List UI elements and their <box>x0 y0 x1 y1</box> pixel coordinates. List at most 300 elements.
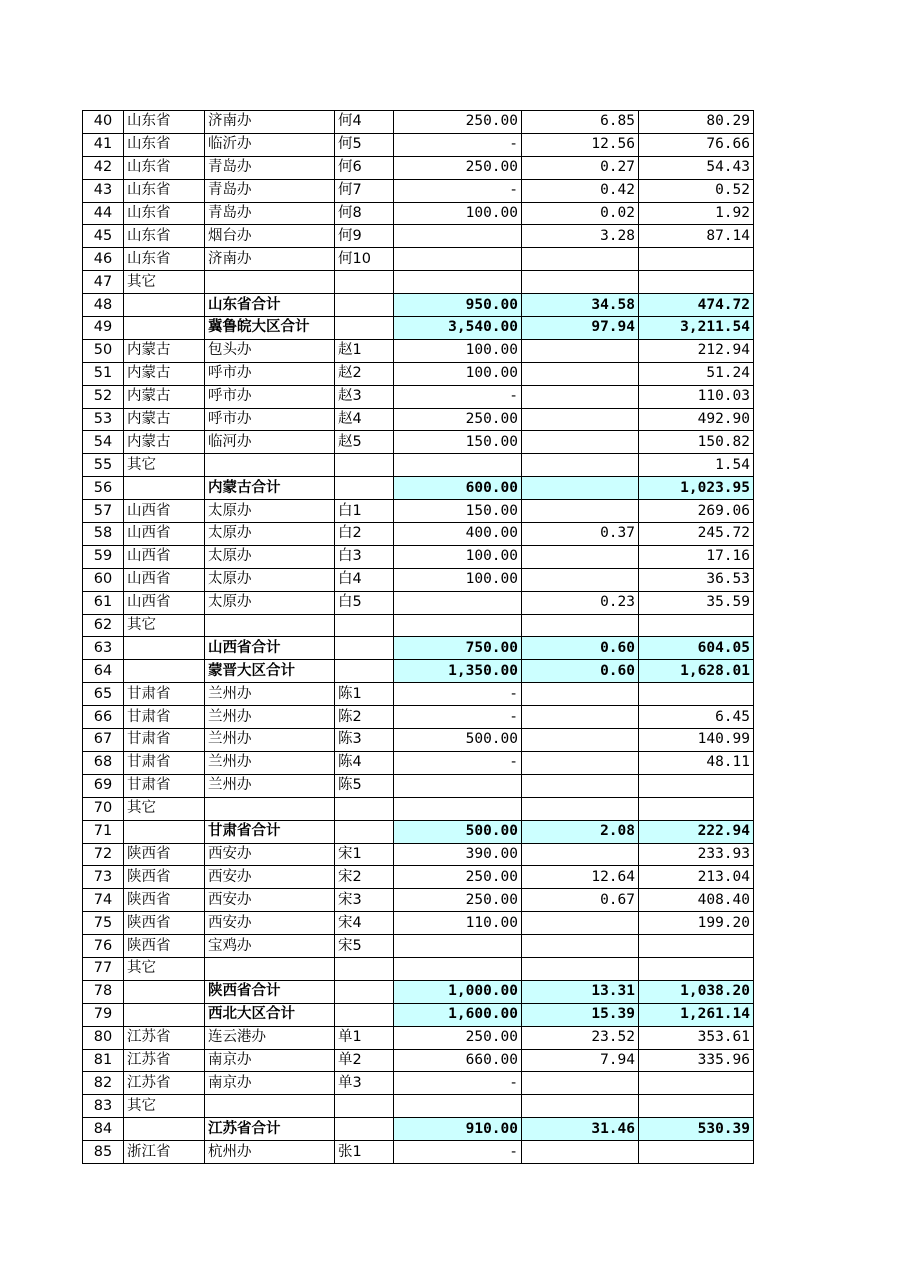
office-cell[interactable] <box>205 454 335 477</box>
value-c-cell[interactable] <box>639 1141 754 1164</box>
value-b-cell[interactable] <box>522 614 639 637</box>
amount-cell[interactable]: 250.00 <box>394 889 522 912</box>
row-number-cell[interactable]: 45 <box>83 225 124 248</box>
row-number-cell[interactable]: 51 <box>83 362 124 385</box>
amount-cell[interactable]: 110.00 <box>394 912 522 935</box>
value-c-cell[interactable]: 6.45 <box>639 706 754 729</box>
row-number-cell[interactable]: 81 <box>83 1049 124 1072</box>
person-cell[interactable] <box>335 271 394 294</box>
value-b-cell[interactable]: 0.67 <box>522 889 639 912</box>
province-cell[interactable]: 其它 <box>124 797 205 820</box>
value-b-cell[interactable]: 31.46 <box>522 1118 639 1141</box>
value-c-cell[interactable]: 35.59 <box>639 591 754 614</box>
amount-cell[interactable] <box>394 248 522 271</box>
row-number-cell[interactable]: 62 <box>83 614 124 637</box>
office-cell[interactable]: 连云港办 <box>205 1026 335 1049</box>
amount-cell[interactable]: - <box>394 1141 522 1164</box>
province-cell[interactable] <box>124 660 205 683</box>
office-cell[interactable]: 兰州办 <box>205 751 335 774</box>
office-cell[interactable]: 太原办 <box>205 545 335 568</box>
office-cell[interactable] <box>205 957 335 980</box>
value-c-cell[interactable]: 213.04 <box>639 866 754 889</box>
value-c-cell[interactable]: 150.82 <box>639 431 754 454</box>
amount-cell[interactable]: 600.00 <box>394 477 522 500</box>
amount-cell[interactable] <box>394 774 522 797</box>
amount-cell[interactable]: - <box>394 706 522 729</box>
office-cell[interactable]: 太原办 <box>205 500 335 523</box>
person-cell[interactable]: 何6 <box>335 156 394 179</box>
person-cell[interactable]: 陈1 <box>335 683 394 706</box>
amount-cell[interactable] <box>394 614 522 637</box>
person-cell[interactable]: 宋4 <box>335 912 394 935</box>
row-number-cell[interactable]: 66 <box>83 706 124 729</box>
value-b-cell[interactable] <box>522 706 639 729</box>
amount-cell[interactable]: - <box>394 179 522 202</box>
row-number-cell[interactable]: 40 <box>83 111 124 134</box>
person-cell[interactable]: 单3 <box>335 1072 394 1095</box>
person-cell[interactable]: 单1 <box>335 1026 394 1049</box>
office-cell[interactable]: 兰州办 <box>205 729 335 752</box>
amount-cell[interactable]: 250.00 <box>394 866 522 889</box>
person-cell[interactable]: 白5 <box>335 591 394 614</box>
value-c-cell[interactable]: 1,023.95 <box>639 477 754 500</box>
row-number-cell[interactable]: 52 <box>83 385 124 408</box>
person-cell[interactable] <box>335 660 394 683</box>
person-cell[interactable] <box>335 454 394 477</box>
amount-cell[interactable]: - <box>394 683 522 706</box>
province-cell[interactable]: 其它 <box>124 614 205 637</box>
amount-cell[interactable]: - <box>394 133 522 156</box>
value-c-cell[interactable]: 51.24 <box>639 362 754 385</box>
province-cell[interactable]: 陕西省 <box>124 889 205 912</box>
person-cell[interactable]: 何10 <box>335 248 394 271</box>
province-cell[interactable] <box>124 317 205 340</box>
amount-cell[interactable]: 100.00 <box>394 339 522 362</box>
amount-cell[interactable]: 250.00 <box>394 156 522 179</box>
person-cell[interactable]: 陈2 <box>335 706 394 729</box>
person-cell[interactable]: 赵1 <box>335 339 394 362</box>
value-b-cell[interactable] <box>522 545 639 568</box>
value-b-cell[interactable]: 0.27 <box>522 156 639 179</box>
office-cell[interactable]: 兰州办 <box>205 774 335 797</box>
office-cell[interactable]: 宝鸡办 <box>205 935 335 958</box>
amount-cell[interactable] <box>394 935 522 958</box>
amount-cell[interactable] <box>394 225 522 248</box>
value-c-cell[interactable] <box>639 957 754 980</box>
amount-cell[interactable]: 3,540.00 <box>394 317 522 340</box>
row-number-cell[interactable]: 68 <box>83 751 124 774</box>
province-cell[interactable]: 甘肃省 <box>124 729 205 752</box>
province-cell[interactable]: 山东省 <box>124 248 205 271</box>
office-cell[interactable]: 太原办 <box>205 591 335 614</box>
value-b-cell[interactable]: 23.52 <box>522 1026 639 1049</box>
office-cell[interactable]: 济南办 <box>205 111 335 134</box>
value-c-cell[interactable]: 48.11 <box>639 751 754 774</box>
row-number-cell[interactable]: 80 <box>83 1026 124 1049</box>
amount-cell[interactable]: 390.00 <box>394 843 522 866</box>
value-c-cell[interactable] <box>639 683 754 706</box>
value-c-cell[interactable] <box>639 774 754 797</box>
province-cell[interactable]: 江苏省 <box>124 1072 205 1095</box>
person-cell[interactable] <box>335 957 394 980</box>
province-cell[interactable]: 陕西省 <box>124 843 205 866</box>
row-number-cell[interactable]: 53 <box>83 408 124 431</box>
office-cell[interactable]: 兰州办 <box>205 706 335 729</box>
value-b-cell[interactable] <box>522 935 639 958</box>
office-cell[interactable]: 西安办 <box>205 843 335 866</box>
row-number-cell[interactable]: 82 <box>83 1072 124 1095</box>
value-b-cell[interactable]: 15.39 <box>522 1003 639 1026</box>
row-number-cell[interactable]: 85 <box>83 1141 124 1164</box>
province-cell[interactable]: 内蒙古 <box>124 385 205 408</box>
office-cell[interactable]: 江苏省合计 <box>205 1118 335 1141</box>
value-b-cell[interactable] <box>522 248 639 271</box>
province-cell[interactable]: 山西省 <box>124 500 205 523</box>
value-c-cell[interactable]: 0.52 <box>639 179 754 202</box>
amount-cell[interactable]: 100.00 <box>394 545 522 568</box>
row-number-cell[interactable]: 63 <box>83 637 124 660</box>
row-number-cell[interactable]: 69 <box>83 774 124 797</box>
row-number-cell[interactable]: 76 <box>83 935 124 958</box>
province-cell[interactable]: 内蒙古 <box>124 408 205 431</box>
office-cell[interactable] <box>205 271 335 294</box>
value-c-cell[interactable]: 17.16 <box>639 545 754 568</box>
province-cell[interactable]: 内蒙古 <box>124 431 205 454</box>
value-c-cell[interactable]: 222.94 <box>639 820 754 843</box>
person-cell[interactable] <box>335 1003 394 1026</box>
row-number-cell[interactable]: 79 <box>83 1003 124 1026</box>
value-b-cell[interactable] <box>522 774 639 797</box>
office-cell[interactable]: 呼市办 <box>205 362 335 385</box>
person-cell[interactable]: 白1 <box>335 500 394 523</box>
value-b-cell[interactable]: 34.58 <box>522 294 639 317</box>
amount-cell[interactable]: 910.00 <box>394 1118 522 1141</box>
province-cell[interactable] <box>124 1118 205 1141</box>
amount-cell[interactable]: 1,000.00 <box>394 980 522 1003</box>
value-b-cell[interactable]: 2.08 <box>522 820 639 843</box>
value-c-cell[interactable] <box>639 1072 754 1095</box>
province-cell[interactable]: 内蒙古 <box>124 362 205 385</box>
value-b-cell[interactable] <box>522 912 639 935</box>
office-cell[interactable]: 西安办 <box>205 889 335 912</box>
province-cell[interactable] <box>124 980 205 1003</box>
province-cell[interactable]: 其它 <box>124 957 205 980</box>
value-c-cell[interactable]: 474.72 <box>639 294 754 317</box>
province-cell[interactable]: 江苏省 <box>124 1049 205 1072</box>
province-cell[interactable]: 山西省 <box>124 523 205 546</box>
value-b-cell[interactable] <box>522 729 639 752</box>
value-c-cell[interactable]: 76.66 <box>639 133 754 156</box>
amount-cell[interactable] <box>394 957 522 980</box>
office-cell[interactable]: 西安办 <box>205 866 335 889</box>
province-cell[interactable]: 山西省 <box>124 591 205 614</box>
amount-cell[interactable]: 250.00 <box>394 111 522 134</box>
value-c-cell[interactable]: 36.53 <box>639 568 754 591</box>
office-cell[interactable]: 蒙晋大区合计 <box>205 660 335 683</box>
value-b-cell[interactable] <box>522 454 639 477</box>
amount-cell[interactable]: - <box>394 751 522 774</box>
amount-cell[interactable]: 150.00 <box>394 431 522 454</box>
value-c-cell[interactable]: 353.61 <box>639 1026 754 1049</box>
value-c-cell[interactable] <box>639 1095 754 1118</box>
person-cell[interactable]: 宋1 <box>335 843 394 866</box>
amount-cell[interactable]: 250.00 <box>394 408 522 431</box>
amount-cell[interactable]: 500.00 <box>394 729 522 752</box>
value-b-cell[interactable]: 3.28 <box>522 225 639 248</box>
value-b-cell[interactable] <box>522 1095 639 1118</box>
value-c-cell[interactable]: 233.93 <box>639 843 754 866</box>
person-cell[interactable]: 白4 <box>335 568 394 591</box>
person-cell[interactable]: 赵4 <box>335 408 394 431</box>
value-c-cell[interactable]: 1,261.14 <box>639 1003 754 1026</box>
row-number-cell[interactable]: 77 <box>83 957 124 980</box>
row-number-cell[interactable]: 49 <box>83 317 124 340</box>
province-cell[interactable] <box>124 294 205 317</box>
person-cell[interactable]: 何5 <box>335 133 394 156</box>
office-cell[interactable]: 甘肃省合计 <box>205 820 335 843</box>
amount-cell[interactable]: 100.00 <box>394 568 522 591</box>
province-cell[interactable]: 浙江省 <box>124 1141 205 1164</box>
office-cell[interactable]: 陕西省合计 <box>205 980 335 1003</box>
row-number-cell[interactable]: 61 <box>83 591 124 614</box>
value-b-cell[interactable] <box>522 568 639 591</box>
amount-cell[interactable]: 660.00 <box>394 1049 522 1072</box>
office-cell[interactable]: 呼市办 <box>205 385 335 408</box>
amount-cell[interactable] <box>394 454 522 477</box>
value-b-cell[interactable]: 12.64 <box>522 866 639 889</box>
value-b-cell[interactable] <box>522 797 639 820</box>
value-c-cell[interactable]: 1.54 <box>639 454 754 477</box>
office-cell[interactable]: 南京办 <box>205 1072 335 1095</box>
province-cell[interactable]: 山西省 <box>124 568 205 591</box>
office-cell[interactable]: 青岛办 <box>205 179 335 202</box>
amount-cell[interactable] <box>394 271 522 294</box>
value-b-cell[interactable] <box>522 957 639 980</box>
office-cell[interactable]: 呼市办 <box>205 408 335 431</box>
province-cell[interactable]: 山东省 <box>124 179 205 202</box>
value-b-cell[interactable] <box>522 1072 639 1095</box>
province-cell[interactable]: 其它 <box>124 1095 205 1118</box>
value-c-cell[interactable]: 199.20 <box>639 912 754 935</box>
province-cell[interactable] <box>124 820 205 843</box>
province-cell[interactable]: 山东省 <box>124 202 205 225</box>
person-cell[interactable]: 宋3 <box>335 889 394 912</box>
value-c-cell[interactable]: 492.90 <box>639 408 754 431</box>
row-number-cell[interactable]: 43 <box>83 179 124 202</box>
amount-cell[interactable]: 1,350.00 <box>394 660 522 683</box>
value-c-cell[interactable]: 335.96 <box>639 1049 754 1072</box>
value-c-cell[interactable]: 110.03 <box>639 385 754 408</box>
amount-cell[interactable]: 100.00 <box>394 362 522 385</box>
person-cell[interactable]: 赵3 <box>335 385 394 408</box>
person-cell[interactable]: 何7 <box>335 179 394 202</box>
amount-cell[interactable] <box>394 591 522 614</box>
person-cell[interactable]: 宋5 <box>335 935 394 958</box>
office-cell[interactable]: 内蒙古合计 <box>205 477 335 500</box>
person-cell[interactable] <box>335 1118 394 1141</box>
province-cell[interactable]: 山东省 <box>124 133 205 156</box>
person-cell[interactable] <box>335 477 394 500</box>
value-b-cell[interactable]: 6.85 <box>522 111 639 134</box>
row-number-cell[interactable]: 46 <box>83 248 124 271</box>
person-cell[interactable] <box>335 317 394 340</box>
row-number-cell[interactable]: 83 <box>83 1095 124 1118</box>
person-cell[interactable]: 陈3 <box>335 729 394 752</box>
person-cell[interactable] <box>335 614 394 637</box>
value-c-cell[interactable]: 604.05 <box>639 637 754 660</box>
value-b-cell[interactable]: 12.56 <box>522 133 639 156</box>
office-cell[interactable] <box>205 614 335 637</box>
value-b-cell[interactable]: 7.94 <box>522 1049 639 1072</box>
row-number-cell[interactable]: 57 <box>83 500 124 523</box>
value-b-cell[interactable]: 0.37 <box>522 523 639 546</box>
value-b-cell[interactable]: 0.42 <box>522 179 639 202</box>
province-cell[interactable]: 山东省 <box>124 156 205 179</box>
office-cell[interactable]: 青岛办 <box>205 202 335 225</box>
row-number-cell[interactable]: 42 <box>83 156 124 179</box>
province-cell[interactable]: 内蒙古 <box>124 339 205 362</box>
amount-cell[interactable] <box>394 797 522 820</box>
value-b-cell[interactable]: 13.31 <box>522 980 639 1003</box>
amount-cell[interactable]: 750.00 <box>394 637 522 660</box>
value-b-cell[interactable] <box>522 339 639 362</box>
office-cell[interactable]: 济南办 <box>205 248 335 271</box>
row-number-cell[interactable]: 55 <box>83 454 124 477</box>
value-c-cell[interactable]: 212.94 <box>639 339 754 362</box>
person-cell[interactable] <box>335 980 394 1003</box>
amount-cell[interactable]: - <box>394 385 522 408</box>
province-cell[interactable]: 其它 <box>124 271 205 294</box>
row-number-cell[interactable]: 75 <box>83 912 124 935</box>
value-c-cell[interactable] <box>639 797 754 820</box>
value-b-cell[interactable]: 0.60 <box>522 637 639 660</box>
value-c-cell[interactable]: 245.72 <box>639 523 754 546</box>
value-b-cell[interactable] <box>522 477 639 500</box>
value-b-cell[interactable] <box>522 751 639 774</box>
office-cell[interactable]: 青岛办 <box>205 156 335 179</box>
row-number-cell[interactable]: 67 <box>83 729 124 752</box>
row-number-cell[interactable]: 47 <box>83 271 124 294</box>
row-number-cell[interactable]: 48 <box>83 294 124 317</box>
value-b-cell[interactable]: 97.94 <box>522 317 639 340</box>
row-number-cell[interactable]: 65 <box>83 683 124 706</box>
row-number-cell[interactable]: 72 <box>83 843 124 866</box>
value-c-cell[interactable]: 269.06 <box>639 500 754 523</box>
province-cell[interactable]: 陕西省 <box>124 912 205 935</box>
person-cell[interactable]: 赵2 <box>335 362 394 385</box>
office-cell[interactable]: 兰州办 <box>205 683 335 706</box>
office-cell[interactable]: 山西省合计 <box>205 637 335 660</box>
province-cell[interactable]: 山东省 <box>124 225 205 248</box>
amount-cell[interactable]: 100.00 <box>394 202 522 225</box>
value-c-cell[interactable] <box>639 935 754 958</box>
row-number-cell[interactable]: 73 <box>83 866 124 889</box>
office-cell[interactable]: 烟台办 <box>205 225 335 248</box>
row-number-cell[interactable]: 64 <box>83 660 124 683</box>
value-b-cell[interactable] <box>522 408 639 431</box>
amount-cell[interactable] <box>394 1095 522 1118</box>
person-cell[interactable]: 白2 <box>335 523 394 546</box>
value-c-cell[interactable] <box>639 248 754 271</box>
province-cell[interactable]: 甘肃省 <box>124 706 205 729</box>
office-cell[interactable]: 杭州办 <box>205 1141 335 1164</box>
row-number-cell[interactable]: 60 <box>83 568 124 591</box>
office-cell[interactable] <box>205 1095 335 1118</box>
row-number-cell[interactable]: 56 <box>83 477 124 500</box>
province-cell[interactable]: 陕西省 <box>124 866 205 889</box>
office-cell[interactable]: 西安办 <box>205 912 335 935</box>
value-c-cell[interactable]: 1.92 <box>639 202 754 225</box>
value-c-cell[interactable]: 80.29 <box>639 111 754 134</box>
office-cell[interactable]: 南京办 <box>205 1049 335 1072</box>
row-number-cell[interactable]: 84 <box>83 1118 124 1141</box>
value-b-cell[interactable] <box>522 500 639 523</box>
value-b-cell[interactable] <box>522 362 639 385</box>
row-number-cell[interactable]: 58 <box>83 523 124 546</box>
value-b-cell[interactable] <box>522 1141 639 1164</box>
value-c-cell[interactable]: 408.40 <box>639 889 754 912</box>
office-cell[interactable]: 太原办 <box>205 523 335 546</box>
amount-cell[interactable]: 500.00 <box>394 820 522 843</box>
office-cell[interactable]: 临河办 <box>205 431 335 454</box>
office-cell[interactable]: 西北大区合计 <box>205 1003 335 1026</box>
row-number-cell[interactable]: 74 <box>83 889 124 912</box>
row-number-cell[interactable]: 70 <box>83 797 124 820</box>
province-cell[interactable]: 陕西省 <box>124 935 205 958</box>
province-cell[interactable]: 山东省 <box>124 111 205 134</box>
amount-cell[interactable]: 250.00 <box>394 1026 522 1049</box>
value-c-cell[interactable]: 54.43 <box>639 156 754 179</box>
office-cell[interactable]: 临沂办 <box>205 133 335 156</box>
person-cell[interactable]: 白3 <box>335 545 394 568</box>
amount-cell[interactable]: 150.00 <box>394 500 522 523</box>
value-b-cell[interactable] <box>522 683 639 706</box>
person-cell[interactable]: 陈5 <box>335 774 394 797</box>
value-c-cell[interactable]: 3,211.54 <box>639 317 754 340</box>
person-cell[interactable] <box>335 797 394 820</box>
row-number-cell[interactable]: 44 <box>83 202 124 225</box>
row-number-cell[interactable]: 41 <box>83 133 124 156</box>
province-cell[interactable]: 其它 <box>124 454 205 477</box>
row-number-cell[interactable]: 50 <box>83 339 124 362</box>
province-cell[interactable]: 甘肃省 <box>124 683 205 706</box>
province-cell[interactable] <box>124 477 205 500</box>
value-b-cell[interactable] <box>522 385 639 408</box>
office-cell[interactable] <box>205 797 335 820</box>
person-cell[interactable]: 宋2 <box>335 866 394 889</box>
person-cell[interactable]: 何8 <box>335 202 394 225</box>
person-cell[interactable]: 张1 <box>335 1141 394 1164</box>
province-cell[interactable] <box>124 637 205 660</box>
value-c-cell[interactable]: 87.14 <box>639 225 754 248</box>
province-cell[interactable]: 甘肃省 <box>124 774 205 797</box>
province-cell[interactable] <box>124 1003 205 1026</box>
amount-cell[interactable]: - <box>394 1072 522 1095</box>
province-cell[interactable]: 甘肃省 <box>124 751 205 774</box>
row-number-cell[interactable]: 54 <box>83 431 124 454</box>
person-cell[interactable] <box>335 294 394 317</box>
amount-cell[interactable]: 400.00 <box>394 523 522 546</box>
value-c-cell[interactable] <box>639 614 754 637</box>
office-cell[interactable]: 包头办 <box>205 339 335 362</box>
row-number-cell[interactable]: 71 <box>83 820 124 843</box>
row-number-cell[interactable]: 78 <box>83 980 124 1003</box>
value-b-cell[interactable]: 0.02 <box>522 202 639 225</box>
province-cell[interactable]: 山西省 <box>124 545 205 568</box>
office-cell[interactable]: 冀鲁皖大区合计 <box>205 317 335 340</box>
value-b-cell[interactable]: 0.60 <box>522 660 639 683</box>
person-cell[interactable]: 何9 <box>335 225 394 248</box>
